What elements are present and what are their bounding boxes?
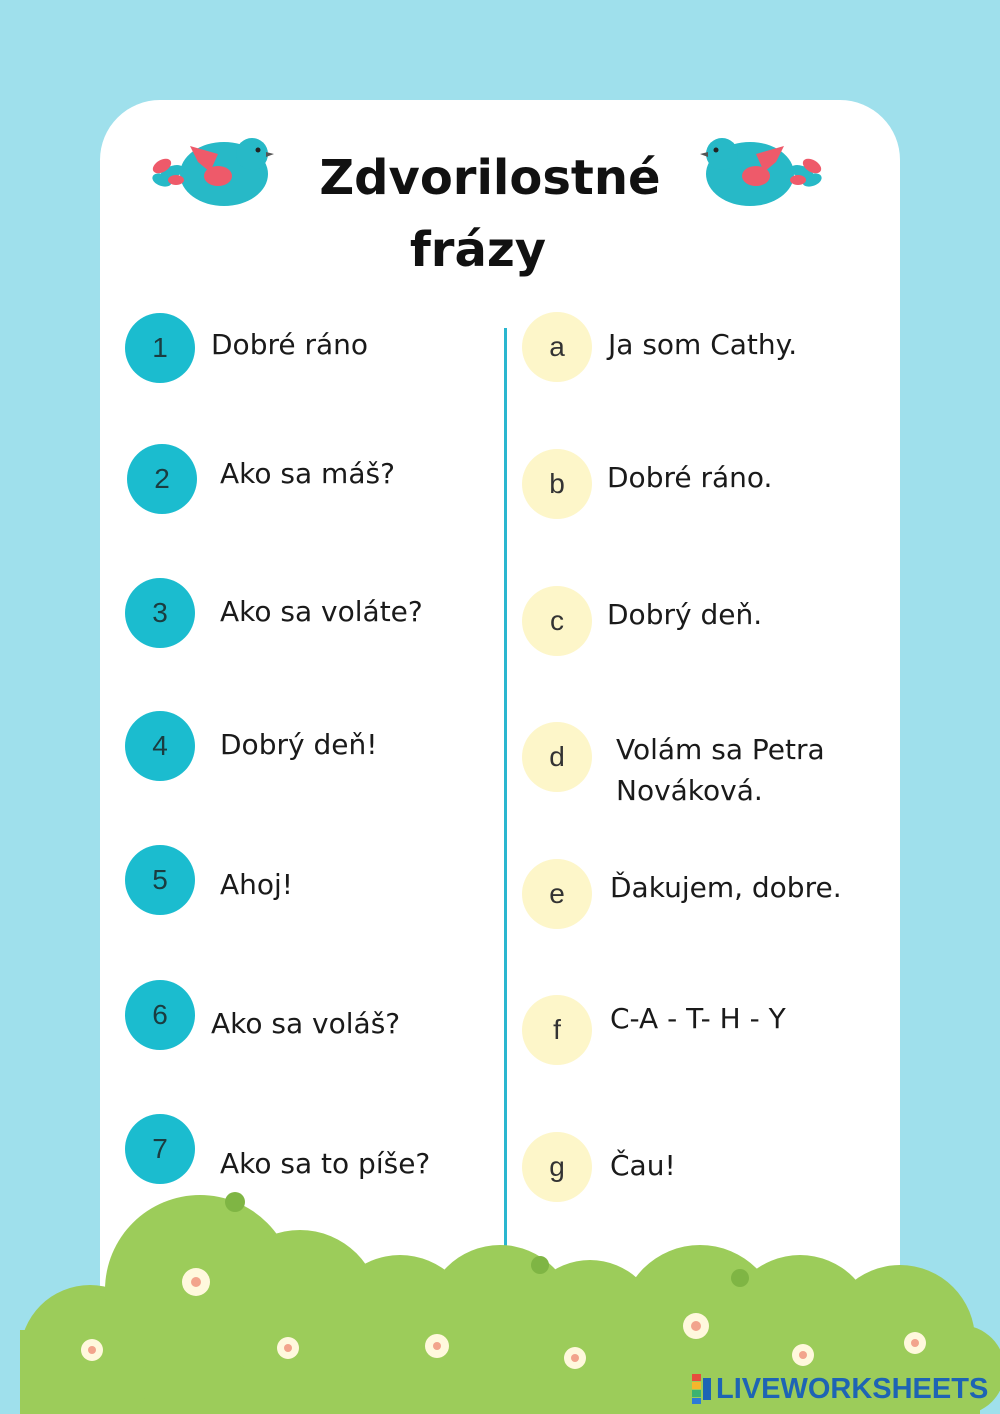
title-line-1: Zdvorilostné xyxy=(319,150,661,206)
letter-circle-b xyxy=(522,449,592,519)
answer-g: Čau! xyxy=(610,1149,676,1182)
number-circle-3 xyxy=(125,578,195,648)
brand-name: LIVEWORKSHEETS xyxy=(716,1372,989,1405)
answer-a: Ja som Cathy. xyxy=(608,328,798,361)
bird-left-icon xyxy=(148,128,274,208)
live-badge-icon xyxy=(692,1374,712,1404)
letter-circle-d xyxy=(522,722,592,792)
letter-label: b xyxy=(549,468,565,499)
letter-circle-f xyxy=(522,995,592,1065)
bird-right-icon xyxy=(700,128,826,208)
number-label: 7 xyxy=(152,1133,168,1164)
phrase-5: Ahoj! xyxy=(220,868,294,901)
title-line-2: frázy xyxy=(409,222,547,278)
number-circle-7 xyxy=(125,1114,195,1184)
phrase-4: Dobrý deň! xyxy=(220,728,378,761)
letter-label: g xyxy=(549,1151,565,1182)
number-label: 1 xyxy=(152,332,168,363)
answer-b: Dobré ráno. xyxy=(607,461,773,494)
letter-circle-c xyxy=(522,586,592,656)
letter-label: a xyxy=(549,331,565,362)
answer-d-line-2: Nováková. xyxy=(616,774,763,807)
liveworksheets-logo[interactable] xyxy=(692,1372,988,1406)
number-circle-4 xyxy=(125,711,195,781)
answer-f: C-A - T- H - Y xyxy=(610,1002,786,1035)
answer-e: Ďakujem, dobre. xyxy=(610,871,842,904)
letter-label: c xyxy=(550,605,564,636)
answer-c: Dobrý deň. xyxy=(607,598,763,631)
phrase-6: Ako sa voláš? xyxy=(211,1007,401,1040)
number-label: 3 xyxy=(152,597,168,628)
letter-circle-a xyxy=(522,312,592,382)
number-circle-2 xyxy=(127,444,197,514)
number-circle-6 xyxy=(125,980,195,1050)
number-label: 4 xyxy=(152,730,168,761)
phrase-7: Ako sa to píše? xyxy=(220,1147,431,1180)
letter-label: e xyxy=(549,878,565,909)
letter-circle-e xyxy=(522,859,592,929)
column-divider xyxy=(504,328,507,1268)
number-circle-1 xyxy=(125,313,195,383)
page-title xyxy=(280,142,700,286)
phrase-2: Ako sa máš? xyxy=(220,457,395,490)
letter-label: d xyxy=(549,741,565,772)
number-label: 6 xyxy=(152,999,168,1030)
number-label: 5 xyxy=(152,864,168,895)
phrase-1: Dobré ráno xyxy=(211,328,369,361)
phrase-3: Ako sa voláte? xyxy=(220,595,423,628)
letter-label: f xyxy=(553,1014,561,1045)
answer-d-line-1: Volám sa Petra xyxy=(616,733,825,766)
number-circle-5 xyxy=(125,845,195,915)
number-label: 2 xyxy=(154,463,170,494)
